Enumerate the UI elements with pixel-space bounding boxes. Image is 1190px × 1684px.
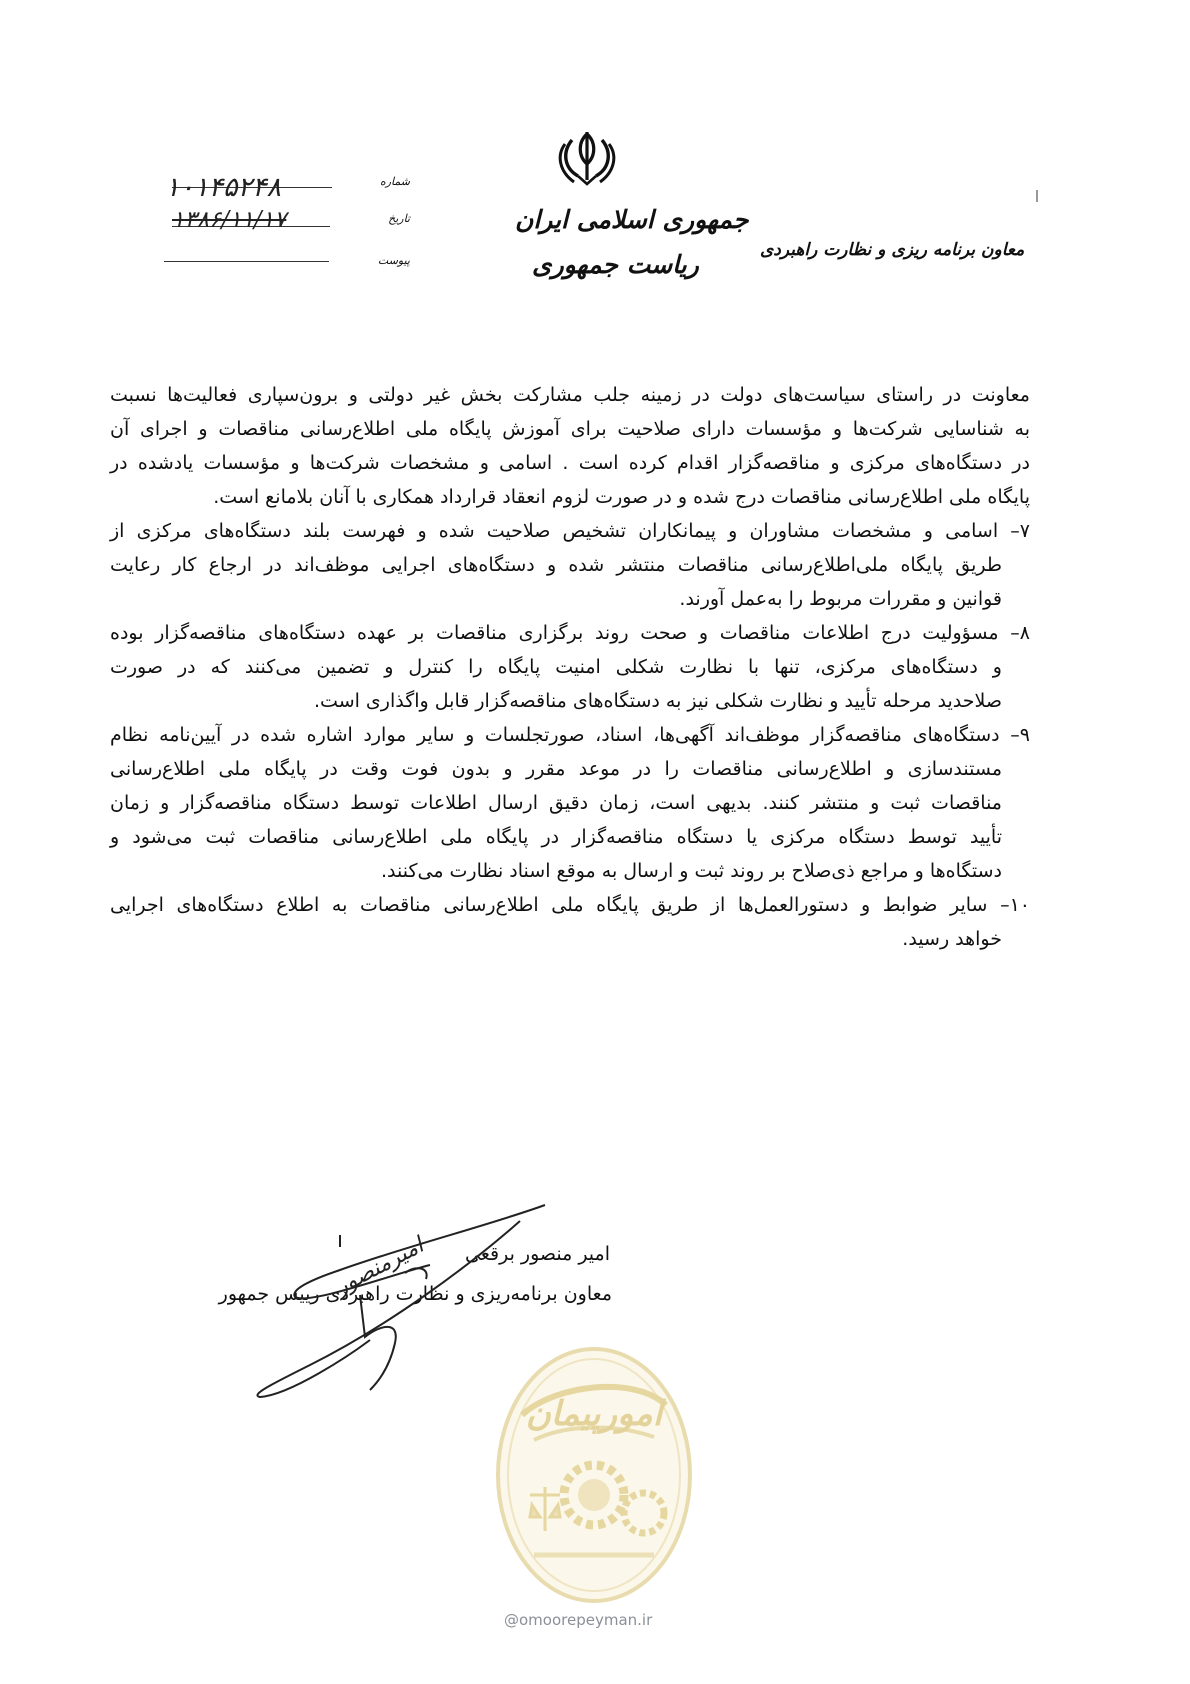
- body-line: ۱۰– سایر ضوابط و دستورالعمل‌ها از طریق پایگاه ملی اطلاع‌رسانی مناقصات به اطلاع دستگاه‌های اجرایی: [110, 894, 1030, 916]
- body-line: طریق پایگاه ملی‌اطلاع‌رسانی مناقصات منتشر شده و دستگاه‌های اجرایی موظف‌اند در ارجاع کار رعایت: [110, 554, 1002, 576]
- body-line: پایگاه ملی اطلاع‌رسانی مناقصات درج شده و در صورت لزوم انعقاد قرارداد همکاری با آنان بلامانع است.: [213, 486, 1030, 508]
- body-line: ۹– دستگاه‌های مناقصه‌گزار موظف‌اند آگهی‌ها، اسناد، صورتجلسات و سایر موارد اشاره شده در آیین‌نامه نظام: [110, 724, 1030, 746]
- handwritten-number: ۱۰۱۴۵۲۴۸: [165, 172, 282, 203]
- handwritten-signature: [190, 1175, 610, 1435]
- body-line: ۷– اسامی و مشخصات مشاوران و پیمانکاران تشخیص صلاحیت شده و فهرست بلند دستگاه‌های مرکزی از: [110, 520, 1030, 542]
- label-number: شماره: [379, 175, 410, 188]
- header-sender: معاون برنامه ریزی و نظارت راهبردی: [760, 240, 1025, 260]
- body-line: خواهد رسید.: [902, 928, 1002, 950]
- letter-body: [110, 378, 1030, 956]
- body-line: به شناسایی شرکت‌ها و مؤسسات دارای صلاحیت برای آموزش پایگاه ملی اطلاع‌رسانی مناقصات و اجرای آن: [110, 418, 1030, 440]
- signature-initials: امیرمنصور: [331, 1233, 428, 1301]
- handwritten-date: ۱۳۸۶/۱۱/۱۷: [172, 207, 287, 233]
- body-line: ۸– مسؤولیت درج اطلاعات مناقصات و صحت روند برگزاری مناقصات بر عهده دستگاه‌های مناقصه‌گزار بوده: [110, 622, 1030, 644]
- attachment-line: [164, 261, 329, 262]
- body-line: معاونت در راستای سیاست‌های دولت در زمینه جلب مشارکت بخش غیر دولتی و برون‌سپاری فعالیت‌ها نسبت: [110, 384, 1030, 406]
- body-line: مستندسازی و اطلاع‌رسانی مناقصات را در موعد مقرر و بدون فوت وقت در پایگاه ملی اطلاع‌رسانی: [110, 758, 1002, 780]
- body-line: و دستگاه‌های مرکزی، تنها با نظارت شکلی امنیت پایگاه را کنترل و تضمین می‌کنند که در صورت: [110, 656, 1002, 678]
- item-9: [110, 718, 1030, 888]
- item-10: [110, 888, 1030, 956]
- body-line: در دستگاه‌های مرکزی و مناقصه‌گزار اقدام کرده است . اسامی و مشخصات شرکت‌ها و مؤسسات یادشده در: [110, 452, 1030, 474]
- label-attachment: پیوست: [377, 254, 410, 267]
- margin-mark: [1036, 190, 1038, 202]
- body-line: مناقصات ثبت و منتشر کنند. بدیهی است، زمان دقیق ارسال اطلاعات توسط دستگاه مناقصه‌گزار و زمان: [110, 792, 1002, 814]
- body-line: دستگاه‌ها و مراجع ذی‌صلاح بر روند ثبت و ارسال به موقع اسناد نظارت می‌کنند.: [380, 860, 1002, 882]
- paragraph-intro: [110, 378, 1030, 514]
- signatory-title: معاون برنامه‌ریزی و نظارت راهبردی رییس جمهور: [218, 1283, 612, 1305]
- item-7: [110, 514, 1030, 616]
- watermark-url: @omoorepeyman.ir: [504, 1611, 653, 1629]
- header-calligraphy-presidency: ریاست جمهوری: [532, 250, 699, 279]
- iran-emblem-icon: [552, 130, 622, 190]
- body-line: صلاحدید مرحله تأیید و نظارت شکلی نیز به دستگاه‌های مناقصه‌گزار قابل واگذاری است.: [314, 690, 1002, 712]
- item-8: [110, 616, 1030, 718]
- signatory-name: امیر منصور برقعی: [465, 1243, 610, 1265]
- label-date: تاریخ: [388, 212, 410, 225]
- seal-text: امورپیمان: [525, 1394, 663, 1434]
- body-line: تأیید توسط دستگاه مرکزی یا دستگاه مناقصه‌گزار در پایگاه ملی اطلاع‌رسانی مناقصات ثبت می‌شود و: [110, 826, 1002, 848]
- body-line: قوانین و مقررات مربوط را به‌عمل آورند.: [679, 588, 1002, 610]
- header-calligraphy-republic: جمهوری اسلامی ایران: [515, 205, 749, 234]
